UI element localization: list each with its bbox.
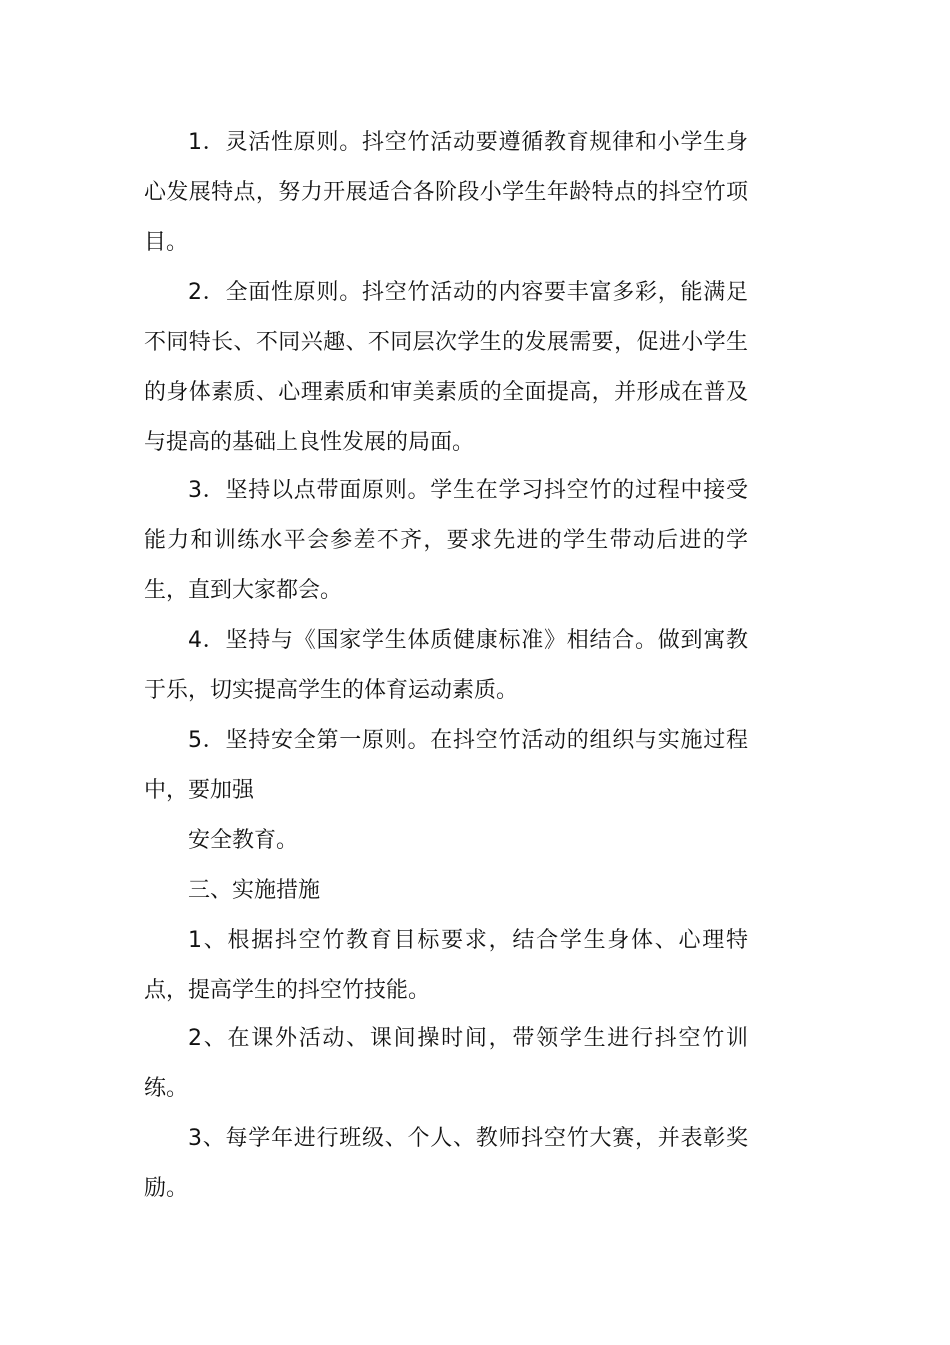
paragraph-safety-education: 安全教育。 bbox=[188, 828, 299, 853]
paragraph-principle-5: 5．坚持安全第一原则。在抖空竹活动的组织与实施过程中，要加强 bbox=[144, 728, 748, 803]
paragraph-measure-3: 3、每学年进行班级、个人、教师抖空竹大赛，并表彰奖励。 bbox=[144, 1126, 748, 1201]
paragraph-principle-3: 3．坚持以点带面原则。学生在学习抖空竹的过程中接受能力和训练水平会参差不齐，要求先进的学生带动后进的学生，直到大家都会。 bbox=[144, 478, 748, 603]
paragraph-measure-2: 2、在课外活动、课间操时间，带领学生进行抖空竹训练。 bbox=[144, 1026, 748, 1101]
paragraph-principle-2: 2．全面性原则。抖空竹活动的内容要丰富多彩，能满足不同特长、不同兴趣、不同层次学生的发展需要，促进小学生的身体素质、心理素质和审美素质的全面提高，并形成在普及与提高的基础上良性发展的局面。 bbox=[144, 280, 748, 455]
paragraph-principle-4: 4．坚持与《国家学生体质健康标准》相结合。做到寓教于乐，切实提高学生的体育运动素质。 bbox=[144, 628, 748, 703]
paragraph-principle-1: 1．灵活性原则。抖空竹活动要遵循教育规律和小学生身心发展特点，努力开展适合各阶段小学生年龄特点的抖空竹项目。 bbox=[144, 130, 748, 255]
section-heading-measures: 三、实施措施 bbox=[188, 878, 321, 903]
paragraph-measure-1: 1、根据抖空竹教育目标要求，结合学生身体、心理特点，提高学生的抖空竹技能。 bbox=[144, 928, 748, 1003]
